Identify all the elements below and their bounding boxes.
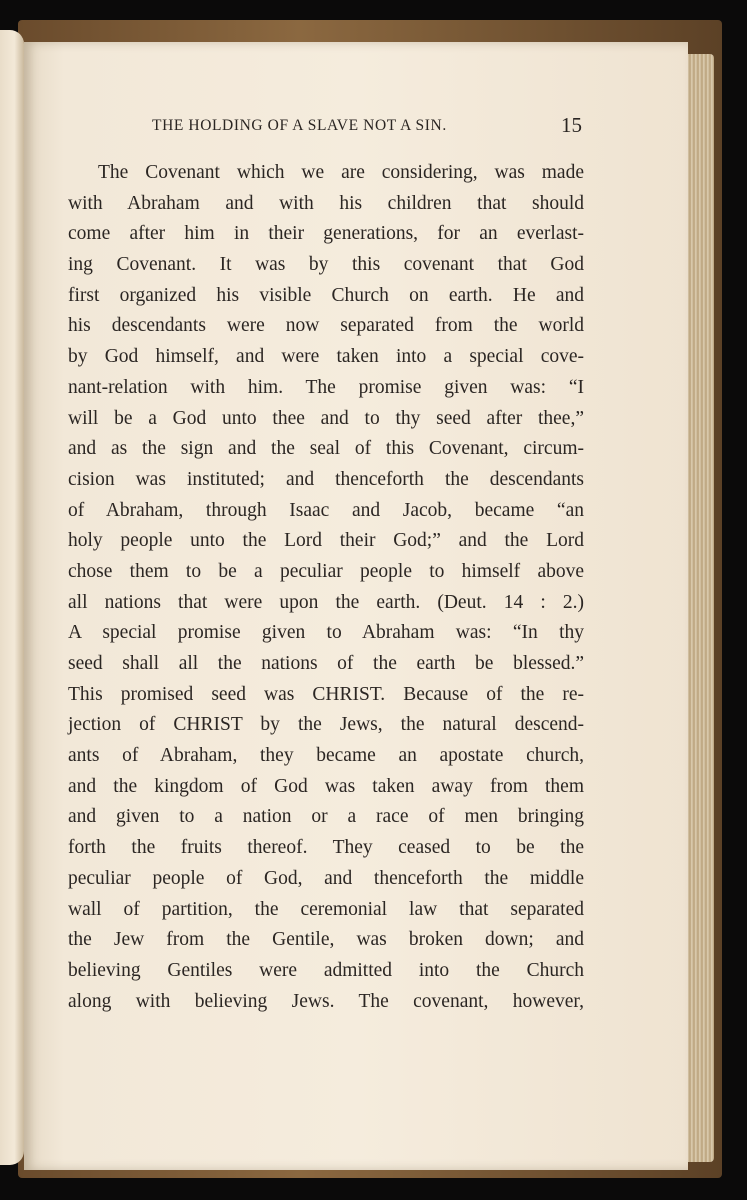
text-line: along with believing Jews. The covenant, however, bbox=[68, 990, 584, 1012]
text-line: wall of partition, the ceremonial law that separated bbox=[68, 898, 584, 920]
text-line: with Abraham and with his children that should bbox=[68, 192, 584, 214]
text-line: jection of CHRIST by the Jews, the natural descend- bbox=[68, 714, 584, 736]
text-line: A special promise given to Abraham was: “In thy bbox=[68, 622, 584, 644]
text-line: first organized his visible Church on earth. He and bbox=[68, 284, 584, 306]
text-line: come after him in their generations, for an everlast- bbox=[68, 223, 584, 245]
text-line: peculiar people of God, and thenceforth the middle bbox=[68, 867, 584, 889]
text-line: ing Covenant. It was by this covenant that God bbox=[68, 254, 584, 276]
text-line: will be a God unto thee and to thy seed after thee,” bbox=[68, 407, 584, 429]
left-page-edge bbox=[0, 30, 24, 1165]
text-line: nant-relation with him. The promise given was: “I bbox=[68, 376, 584, 398]
text-line: forth the fruits thereof. They ceased to be the bbox=[68, 837, 584, 859]
text-line: all nations that were upon the earth. (Deut. 14 : 2.) bbox=[68, 591, 584, 613]
text-line: seed shall all the nations of the earth be blessed.” bbox=[68, 653, 584, 674]
body-text bbox=[68, 158, 584, 1017]
text-line: ants of Abraham, they became an apostate church, bbox=[68, 745, 584, 767]
text-line: and as the sign and the seal of this Covenant, circum- bbox=[68, 438, 584, 460]
text-line: holy people unto the Lord their God;” and the Lord bbox=[68, 530, 584, 552]
text-line: The Covenant which we are considering, was made bbox=[98, 162, 584, 183]
text-line: by God himself, and were taken into a special cove- bbox=[68, 346, 584, 368]
text-line: cision was instituted; and thenceforth the descendants bbox=[68, 468, 584, 490]
text-line: the Jew from the Gentile, was broken down; and bbox=[68, 929, 584, 951]
running-title: THE HOLDING OF A SLAVE NOT A SIN. bbox=[152, 117, 447, 134]
text-line: and given to a nation or a race of men bringing bbox=[68, 806, 584, 828]
text-line: and the kingdom of God was taken away from them bbox=[68, 775, 584, 797]
text-line: his descendants were now separated from the world bbox=[68, 315, 584, 337]
text-line: believing Gentiles were admitted into the Church bbox=[68, 959, 584, 981]
text-line: chose them to be a peculiar people to himself above bbox=[68, 560, 584, 582]
text-line: of Abraham, through Isaac and Jacob, became “an bbox=[68, 499, 584, 521]
running-head bbox=[152, 113, 612, 143]
page-number: 15 bbox=[561, 113, 582, 137]
text-line: This promised seed was CHRIST. Because of the re- bbox=[68, 683, 584, 705]
